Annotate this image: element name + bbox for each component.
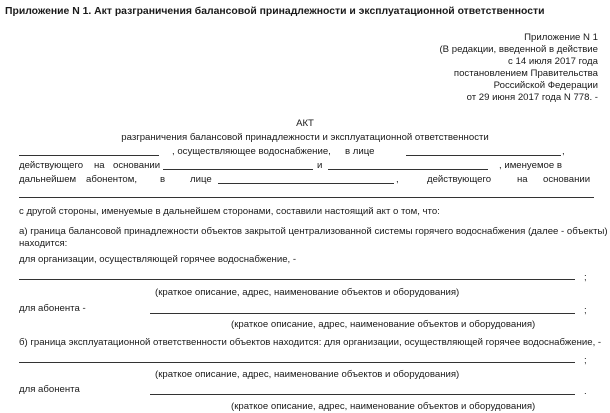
- text-word: дальнейшем: [19, 174, 77, 185]
- appendix-line: постановлением Правительства: [453, 68, 598, 79]
- text-word: в: [160, 174, 166, 185]
- text-word: лице: [190, 174, 212, 185]
- for-organization-label: для организации, осуществляющей горячее водоснабжение, -: [19, 254, 297, 265]
- text-word: на: [517, 174, 528, 185]
- appendix-line: с 14 июля 2017 года: [508, 56, 598, 67]
- blank-line: [19, 155, 159, 156]
- semicolon: ;: [584, 305, 587, 316]
- document-heading: Приложение N 1. Акт разграничения балансовой принадлежности и эксплуатационной ответственности: [5, 6, 545, 17]
- period: .: [584, 386, 587, 397]
- semicolon: ;: [584, 355, 587, 366]
- text-line: , осуществляющее водоснабжение,: [172, 146, 331, 157]
- text-word: , именуемое в: [499, 160, 562, 171]
- text-word: действующего: [427, 174, 492, 185]
- for-subscriber-label: для абонента -: [19, 303, 86, 314]
- text-word: действующего: [19, 160, 84, 171]
- blank-line: [218, 183, 394, 184]
- text-word: ,: [396, 174, 399, 185]
- hint-text: (краткое описание, адрес, наименование объектов и оборудования): [155, 287, 460, 298]
- text-word: основании: [113, 160, 161, 171]
- appendix-line: Приложение N 1: [524, 32, 598, 43]
- text-word: и: [317, 160, 323, 171]
- blank-line: [406, 155, 561, 156]
- blank-line: [163, 169, 313, 170]
- hint-text: (краткое описание, адрес, наименование объектов и оборудования): [231, 319, 536, 330]
- text-word: на: [94, 160, 105, 171]
- item-b-line: б) граница эксплуатационной ответственности объектов находится: для организации, осуществляющей горячее водоснабжение, -: [19, 337, 602, 348]
- item-a-line: а) граница балансовой принадлежности объектов закрытой централизованной системы горячего водоснабжения (далее - объекты): [19, 226, 608, 237]
- semicolon: ;: [584, 272, 587, 283]
- appendix-line: (В редакции, введенной в действие: [439, 44, 598, 55]
- blank-line: [150, 313, 575, 314]
- act-subtitle: разграничения балансовой принадлежности и эксплуатационной ответственности: [121, 132, 489, 143]
- hint-text: (краткое описание, адрес, наименование объектов и оборудования): [155, 369, 460, 380]
- text-word: абонентом,: [86, 174, 137, 185]
- text-word: основании: [543, 174, 591, 185]
- text-line: ,: [562, 146, 565, 157]
- blank-line: [19, 279, 575, 280]
- for-subscriber-label: для абонента: [19, 384, 80, 395]
- appendix-line: от 29 июня 2017 года N 778. -: [466, 92, 598, 103]
- act-title: АКТ: [296, 118, 314, 129]
- blank-line: [19, 197, 594, 198]
- appendix-line: Российской Федерации: [493, 80, 598, 91]
- text-line: с другой стороны, именуемые в дальнейшем сторонами, составили настоящий акт о том, что:: [19, 206, 440, 217]
- blank-line: [328, 169, 488, 170]
- text-line: в лице: [345, 146, 375, 157]
- hint-text: (краткое описание, адрес, наименование объектов и оборудования): [231, 401, 536, 412]
- blank-line: [19, 362, 575, 363]
- item-a-line: находится:: [19, 238, 68, 249]
- blank-line: [150, 394, 575, 395]
